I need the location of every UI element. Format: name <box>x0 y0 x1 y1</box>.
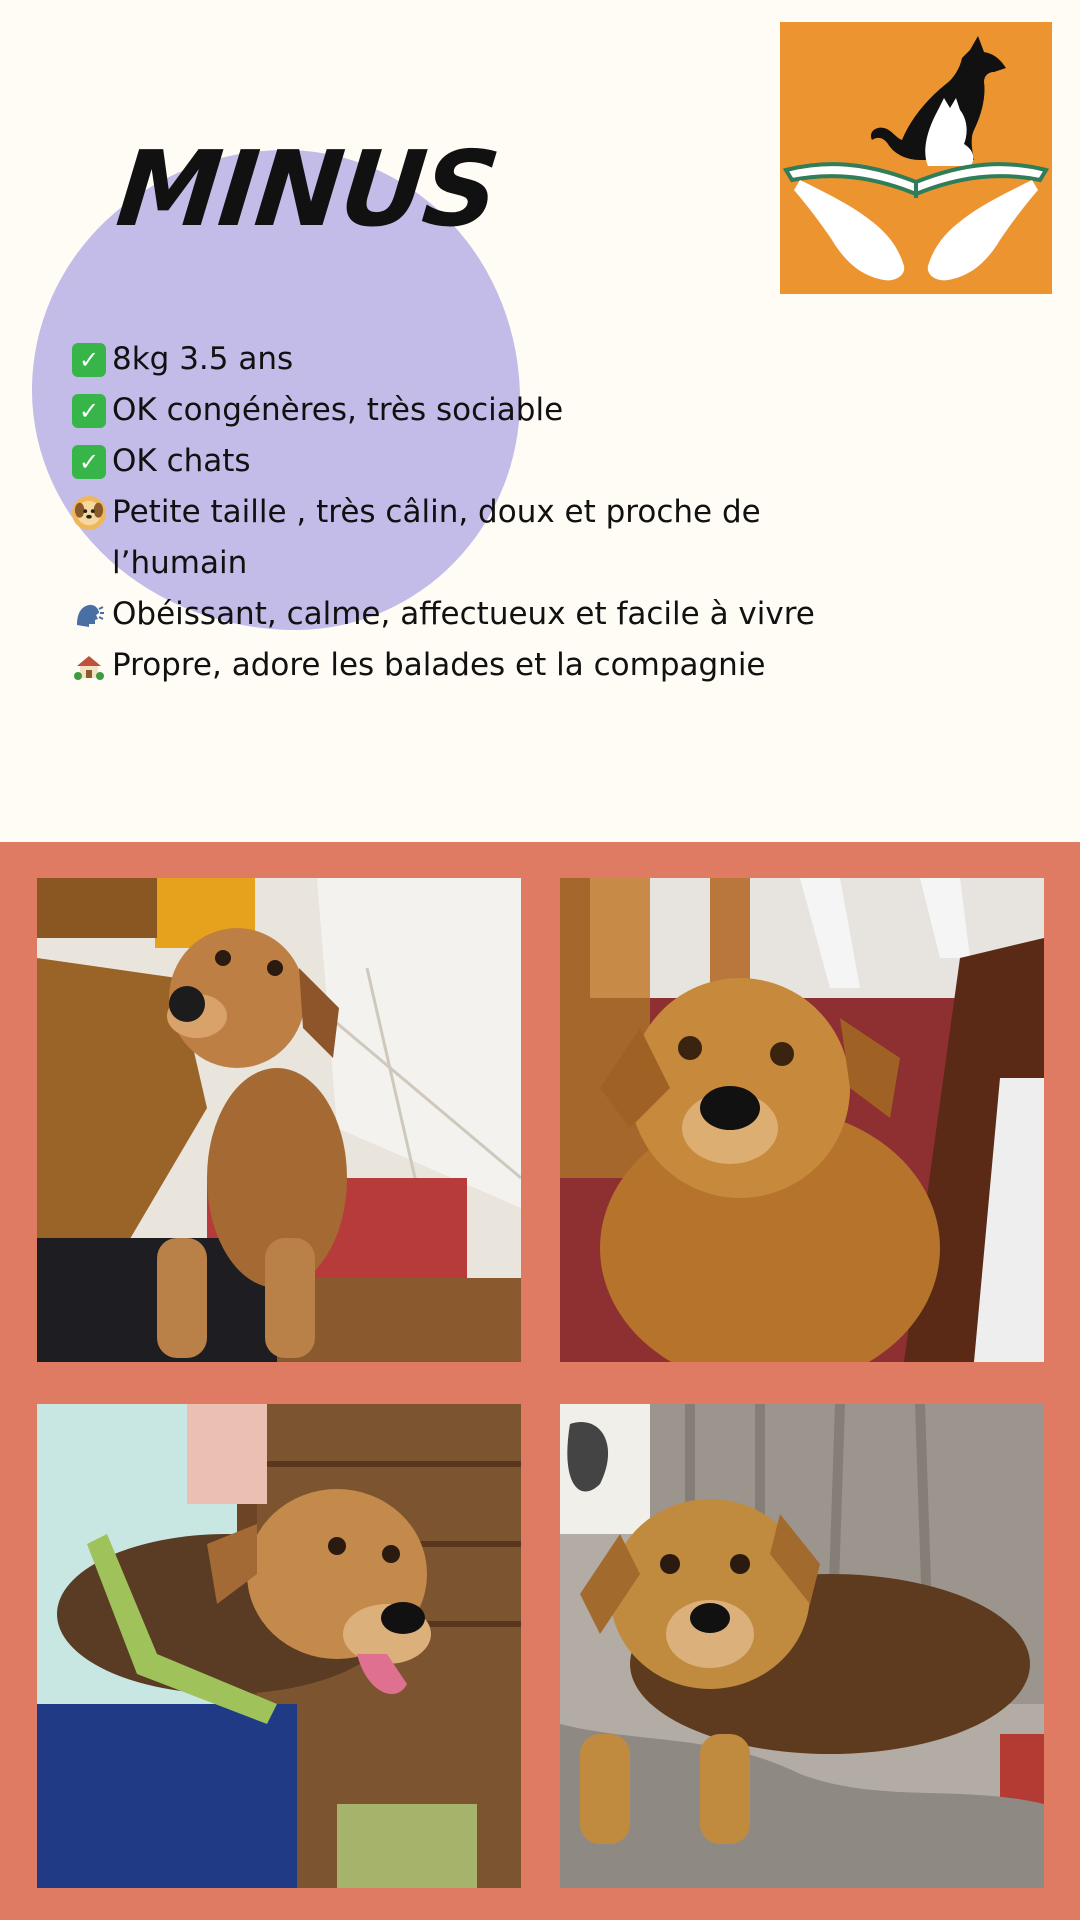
dog-face-icon <box>72 496 106 530</box>
trait-text: OK congénères, très sociable <box>112 392 564 428</box>
trait-text: Propre, adore les balades et la compagnie <box>112 647 766 683</box>
dog-photo-on-blanket <box>560 1404 1044 1888</box>
check-mark-icon: ✓ <box>72 343 106 377</box>
house-garden-icon <box>72 649 106 683</box>
trait-text: OK chats <box>112 443 251 479</box>
trait-item <box>72 589 1032 640</box>
trait-item <box>72 385 1032 436</box>
check-mark-icon: ✓ <box>72 394 106 428</box>
trait-item <box>72 436 1032 487</box>
dog-name-title: MINUS <box>111 128 503 250</box>
dog-photo-on-bench <box>37 878 521 1362</box>
trait-text: 8kg 3.5 ans <box>112 341 294 377</box>
dog-photo-looking-up <box>560 878 1044 1362</box>
trait-item <box>72 487 832 589</box>
trait-text: Obéissant, calme, affectueux et facile à vivre <box>112 596 815 632</box>
check-mark-icon: ✓ <box>72 445 106 479</box>
traits-list <box>72 334 1032 691</box>
trait-item <box>72 334 1032 385</box>
speaking-head-icon <box>72 598 106 632</box>
trait-text: Petite taille , très câlin, doux et proche de l’humain <box>112 494 761 581</box>
dog-photo-with-harness <box>37 1404 521 1888</box>
trait-item <box>72 640 1032 691</box>
profile-section <box>0 0 1080 842</box>
photo-gallery <box>0 842 1080 1920</box>
paw-hands-logo-icon <box>780 22 1052 294</box>
